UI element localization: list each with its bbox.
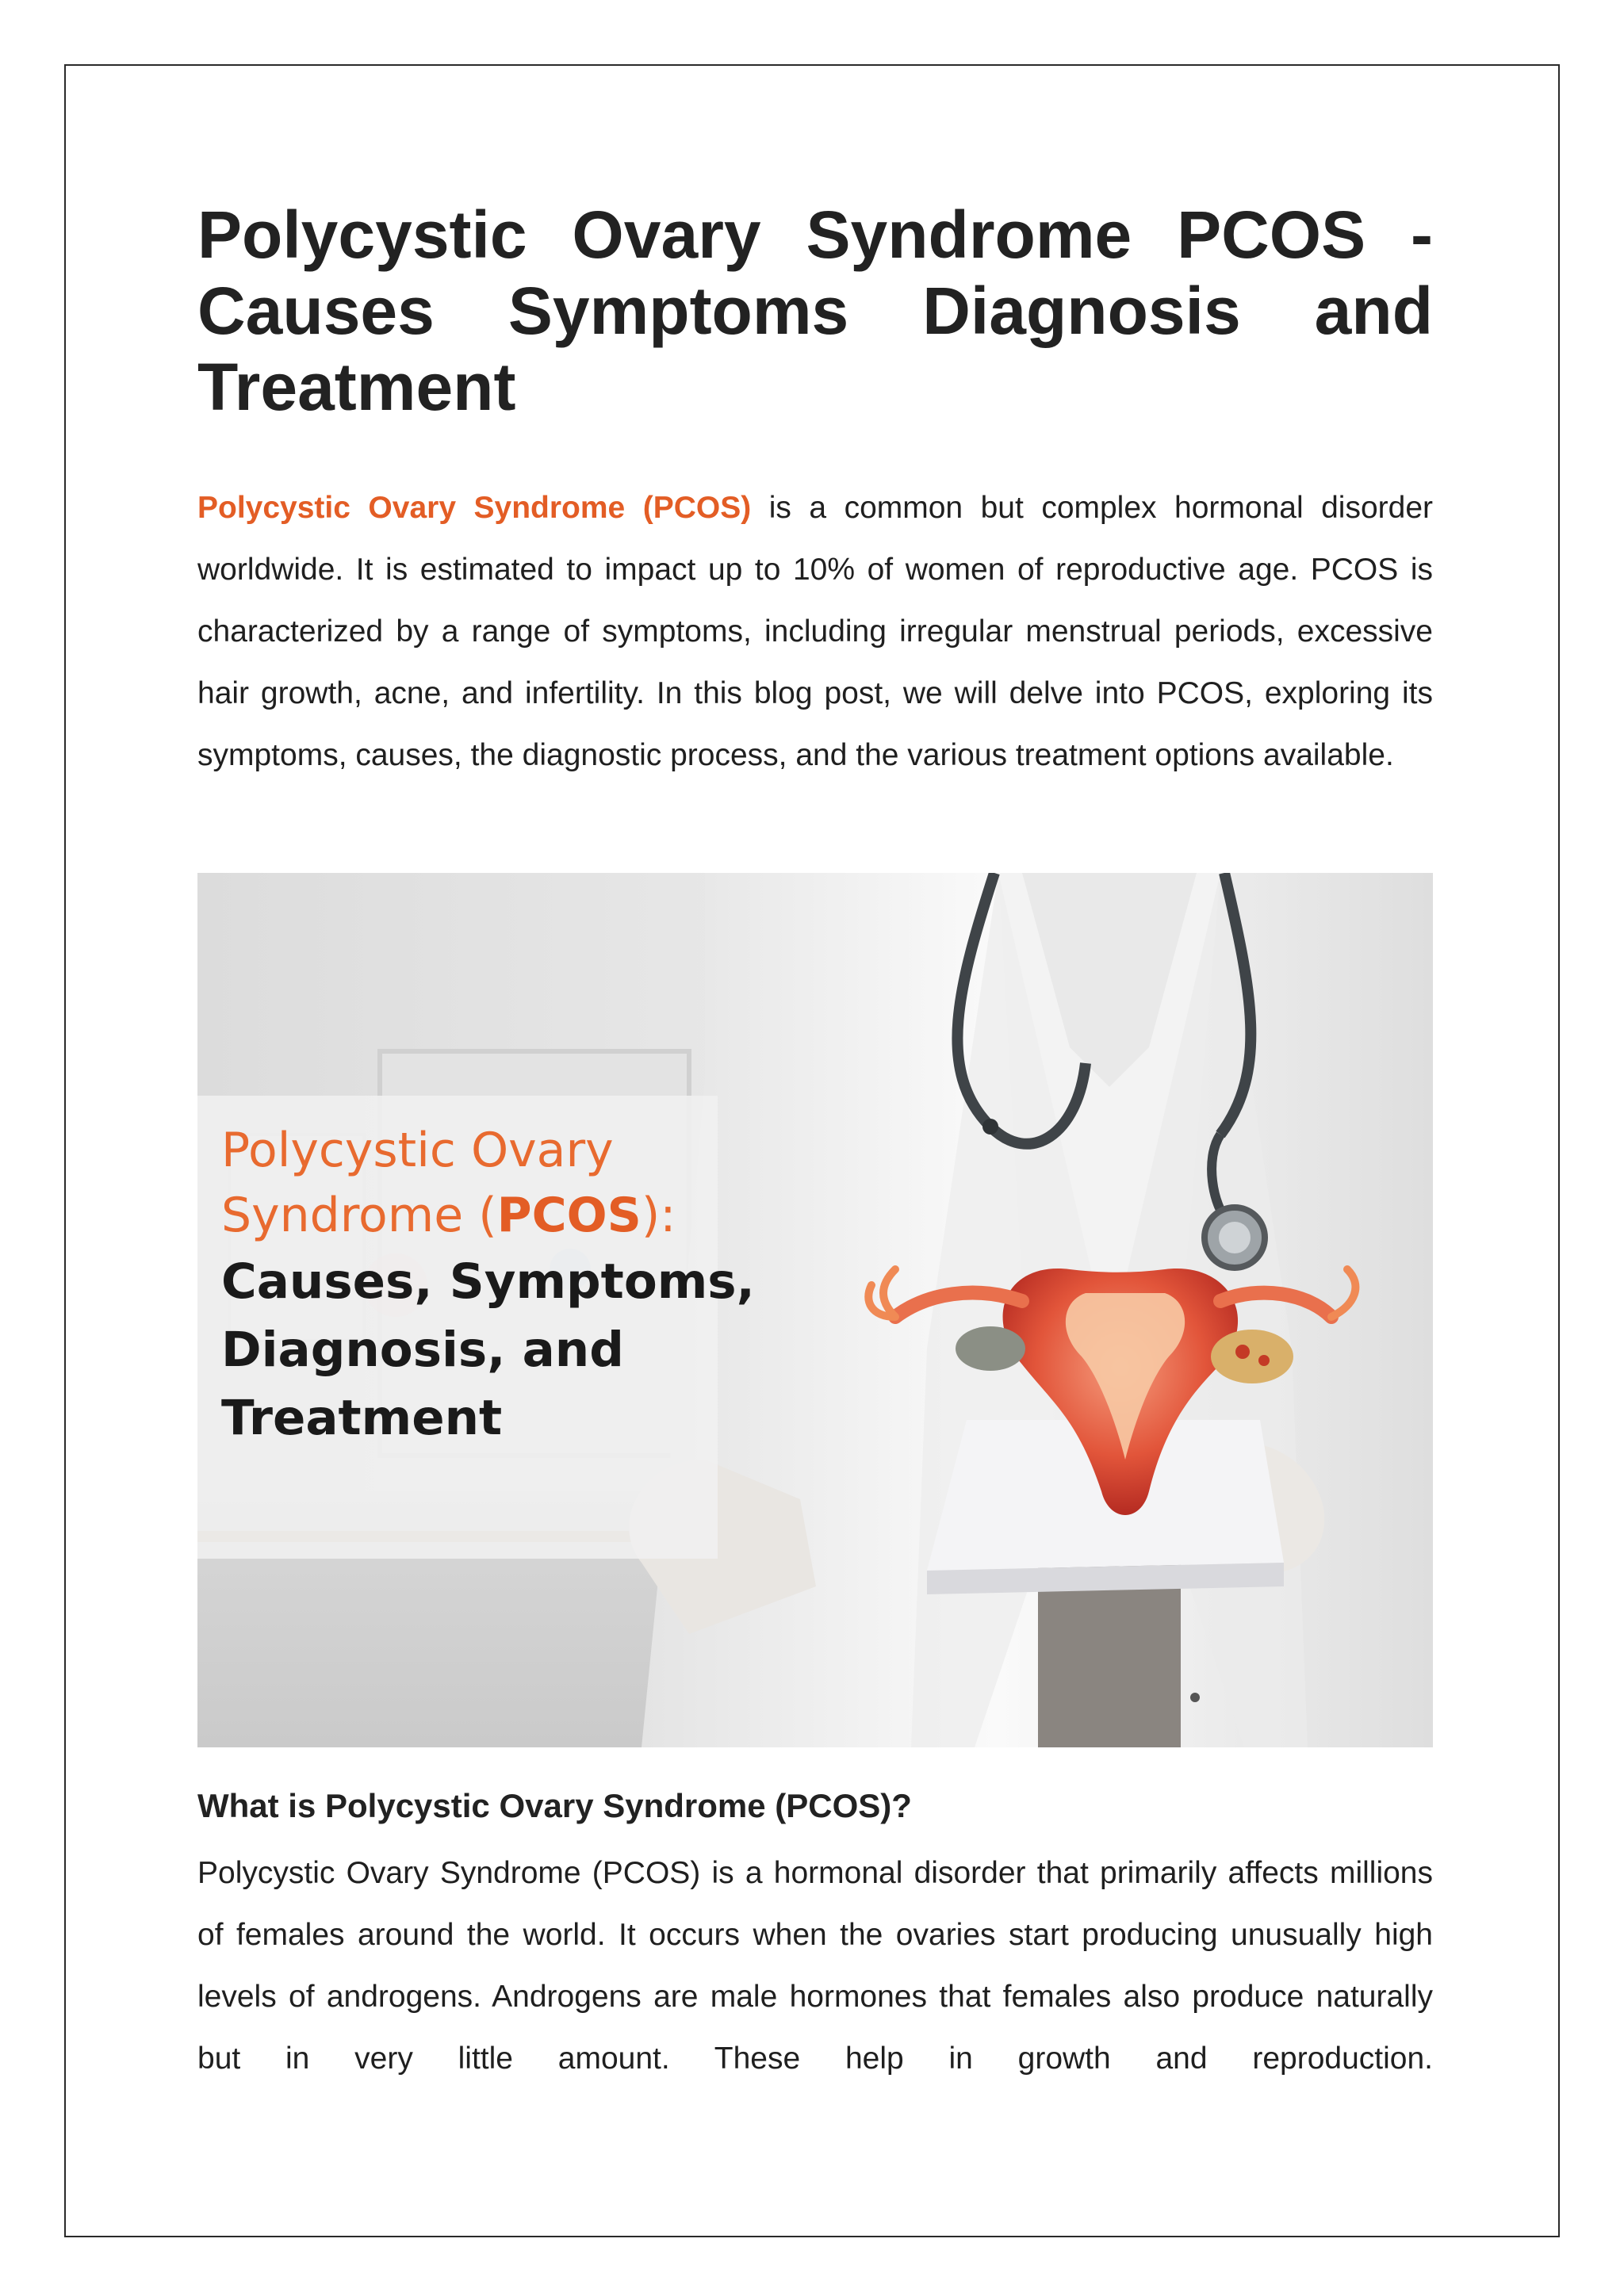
hero-line-5: Treatment: [221, 1390, 503, 1446]
hero-line-2-bold: PCOS: [496, 1188, 642, 1243]
hero-line-2-pre: Syndrome (: [221, 1188, 497, 1243]
intro-highlight-link[interactable]: Polycystic Ovary Syndrome (PCOS): [197, 491, 752, 525]
intro-paragraph: [197, 477, 1433, 786]
hero-line-2-post: ):: [641, 1188, 676, 1243]
hero-image: [197, 873, 1433, 1747]
hero-line-2: [221, 1183, 718, 1248]
hero-line-3: Causes, Symptoms,: [221, 1253, 755, 1310]
hero-line-1: Polycystic Ovary: [221, 1123, 614, 1178]
hero-line-4: Diagnosis, and: [221, 1322, 624, 1378]
intro-text: is a common but complex hormonal disorder worldwide. It is estimated to impact up to 10% of women of reproductive age. PCOS is characterized by a range of symptoms, including irregular menstrual periods, excessive hair growth, acne, and infertility. In this blog post, we will delve into PCOS, exploring its symptoms, causes, the diagnostic process, and the various treatment options available.: [197, 491, 1434, 772]
section-heading: What is Polycystic Ovary Syndrome (PCOS)?: [197, 1787, 912, 1824]
section-paragraph: Polycystic Ovary Syndrome (PCOS) is a hormonal disorder that primarily affects millions of females around the world. It occurs when the ovaries start producing unusually high levels of androgens. Androgens are male hormones that females also produce naturally but in very little amount. These help in growth and reproduction.: [197, 1856, 1433, 2076]
page-title: Polycystic Ovary Syndrome PCOS - Causes Symptoms Diagnosis and Treatment: [197, 197, 1433, 424]
hero-title-overlay: [197, 1096, 755, 1559]
